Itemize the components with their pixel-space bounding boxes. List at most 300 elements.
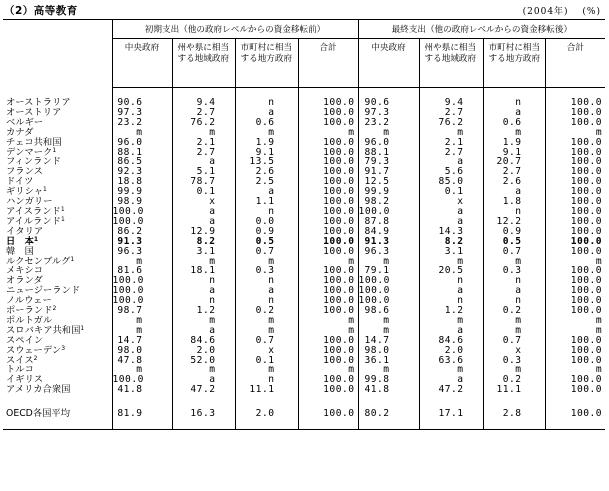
footnote-marker: 1: [80, 324, 85, 332]
country-name: ハンガリー: [6, 196, 53, 208]
value-cell: 0.0: [235, 217, 298, 227]
country-name: ノルウェー: [6, 295, 52, 307]
country-name: ニュージーランド: [6, 285, 81, 297]
value-cell: 84.6: [419, 336, 483, 346]
value-cell: 2.7: [172, 108, 235, 118]
value-cell: 2.8: [483, 405, 545, 430]
value-cell: m: [483, 326, 545, 336]
value-cell: 100.0: [112, 286, 172, 296]
value-cell: 1.1: [235, 197, 298, 207]
country-name: メキシコ: [6, 265, 44, 277]
footnote-marker: 1: [33, 235, 39, 243]
value-cell: m: [419, 365, 483, 375]
value-cell: 100.0: [545, 296, 605, 306]
value-cell: 100.0: [298, 237, 358, 247]
value-cell: 100.0: [545, 276, 605, 286]
value-cell: 80.2: [358, 405, 419, 430]
value-cell: 0.6: [483, 118, 545, 128]
value-cell: 100.0: [545, 177, 605, 187]
country-name: 日 本$^1$: [6, 235, 39, 247]
country-header: [3, 20, 112, 88]
value-cell: m: [172, 128, 235, 138]
value-cell: 100.0: [298, 217, 358, 227]
value-cell: 76.2: [419, 118, 483, 128]
value-cell: 90.6: [358, 98, 419, 108]
value-cell: m: [419, 128, 483, 138]
value-cell: 100.0: [112, 217, 172, 227]
value-cell: 0.1: [172, 187, 235, 197]
value-cell: 0.6: [235, 118, 298, 128]
value-cell: a: [235, 108, 298, 118]
value-cell: 100.0: [298, 336, 358, 346]
value-cell: 0.1: [419, 187, 483, 197]
value-cell: n: [235, 207, 298, 217]
value-cell: 97.3: [358, 108, 419, 118]
value-cell: m: [235, 128, 298, 138]
value-cell: 100.0: [298, 266, 358, 276]
value-cell: 2.0: [419, 346, 483, 356]
value-cell: 91.3: [112, 237, 172, 247]
value-cell: n: [235, 296, 298, 306]
value-cell: 0.2: [483, 306, 545, 316]
value-cell: n: [172, 276, 235, 286]
value-cell: 41.8: [358, 385, 419, 395]
value-cell: m: [545, 316, 605, 326]
value-cell: 76.2: [172, 118, 235, 128]
value-cell: 0.3: [483, 356, 545, 366]
value-cell: 9.1: [483, 148, 545, 158]
value-cell: 20.5: [419, 266, 483, 276]
value-cell: 96.3: [112, 247, 172, 257]
table-row: [3, 247, 605, 257]
value-cell: 14.7: [112, 336, 172, 346]
footnote-marker: 3: [61, 344, 66, 352]
value-cell: 100.0: [545, 138, 605, 148]
value-cell: 100.0: [545, 98, 605, 108]
value-cell: 100.0: [112, 207, 172, 217]
value-cell: 100.0: [545, 286, 605, 296]
value-cell: 100.0: [545, 356, 605, 366]
value-cell: m: [172, 257, 235, 267]
value-cell: a: [172, 326, 235, 336]
value-cell: 100.0: [545, 187, 605, 197]
country-name: スロバキア共和国$^1$: [6, 324, 85, 336]
value-cell: a: [419, 375, 483, 385]
value-cell: a: [419, 286, 483, 296]
value-cell: 100.0: [358, 207, 419, 217]
value-cell: m: [235, 316, 298, 326]
value-cell: n: [235, 276, 298, 286]
country-name: チェコ共和国: [6, 136, 62, 148]
value-cell: 2.6: [483, 177, 545, 187]
value-cell: 85.0: [419, 177, 483, 187]
col-header-total: 合計: [298, 39, 358, 88]
country-name: アイスランド$^1$: [6, 205, 65, 217]
value-cell: 84.9: [358, 227, 419, 237]
value-cell: 18.1: [172, 266, 235, 276]
value-cell: 0.9: [483, 227, 545, 237]
table-row: [3, 385, 605, 395]
value-cell: m: [112, 326, 172, 336]
value-cell: 87.8: [358, 217, 419, 227]
value-cell: a: [483, 286, 545, 296]
col-header-regional: 州や県に相当する地域政府: [419, 39, 483, 88]
value-cell: m: [358, 128, 419, 138]
value-cell: m: [545, 128, 605, 138]
value-cell: 100.0: [298, 385, 358, 395]
value-cell: 12.2: [483, 217, 545, 227]
group-initial-header: 初期支出（他の政府レベルからの資金移転前）: [112, 20, 358, 39]
country-name: スペイン: [6, 334, 44, 346]
value-cell: 23.2: [112, 118, 172, 128]
country-name: スイス$^2$: [6, 354, 38, 366]
country-name: ポーランド$^2$: [6, 305, 57, 317]
value-cell: 47.8: [112, 356, 172, 366]
value-cell: 9.4: [172, 98, 235, 108]
value-cell: 5.1: [172, 167, 235, 177]
value-cell: a: [419, 326, 483, 336]
value-cell: 100.0: [545, 375, 605, 385]
value-cell: n: [235, 375, 298, 385]
country-name: ベルギー: [6, 116, 44, 128]
value-cell: 100.0: [298, 197, 358, 207]
value-cell: 86.2: [112, 227, 172, 237]
value-cell: n: [419, 296, 483, 306]
group-final-header: 最終支出（他の政府レベルからの資金移転後）: [358, 20, 605, 39]
value-cell: n: [172, 296, 235, 306]
value-cell: a: [419, 207, 483, 217]
value-cell: 0.3: [483, 266, 545, 276]
country-name: ギリシャ$^1$: [6, 186, 47, 198]
value-cell: 2.5: [235, 177, 298, 187]
value-cell: a: [419, 157, 483, 167]
value-cell: 100.0: [298, 148, 358, 158]
value-cell: 100.0: [545, 385, 605, 395]
col-header-local: 市町村に相当する地方政府: [235, 39, 298, 88]
value-cell: 97.3: [112, 108, 172, 118]
value-cell: 12.5: [358, 177, 419, 187]
value-cell: n: [483, 207, 545, 217]
value-cell: a: [172, 157, 235, 167]
value-cell: 100.0: [545, 266, 605, 276]
value-cell: 11.1: [483, 385, 545, 395]
value-cell: a: [172, 375, 235, 385]
value-cell: m: [358, 365, 419, 375]
value-cell: 100.0: [545, 336, 605, 346]
country-name: イタリア: [6, 225, 44, 237]
value-cell: 100.0: [545, 197, 605, 207]
value-cell: 100.0: [358, 276, 419, 286]
country-name: 韓 国: [6, 245, 34, 257]
footnote-marker: 1: [52, 146, 57, 154]
value-cell: 100.0: [298, 108, 358, 118]
country-name: アメリカ合衆国: [6, 384, 71, 396]
value-cell: 91.7: [358, 167, 419, 177]
value-cell: 100.0: [545, 118, 605, 128]
value-cell: 100.0: [298, 296, 358, 306]
value-cell: 14.3: [419, 227, 483, 237]
col-header-central: 中央政府: [358, 39, 419, 88]
value-cell: 100.0: [298, 157, 358, 167]
value-cell: 96.0: [112, 138, 172, 148]
value-cell: 12.9: [172, 227, 235, 237]
value-cell: x: [172, 197, 235, 207]
value-cell: 9.1: [235, 148, 298, 158]
value-cell: m: [358, 257, 419, 267]
value-cell: 2.7: [172, 148, 235, 158]
value-cell: m: [298, 257, 358, 267]
value-cell: 36.1: [358, 356, 419, 366]
country-name: スウェーデン$^3$: [6, 344, 66, 356]
value-cell: 63.6: [419, 356, 483, 366]
value-cell: m: [358, 326, 419, 336]
value-cell: x: [235, 346, 298, 356]
value-cell: 0.7: [235, 247, 298, 257]
value-cell: m: [483, 365, 545, 375]
value-cell: 47.2: [419, 385, 483, 395]
country-name: デンマーク$^1$: [6, 146, 57, 158]
footnote-marker: 2: [33, 354, 38, 362]
value-cell: m: [483, 257, 545, 267]
value-cell: 78.7: [172, 177, 235, 187]
value-cell: 100.0: [545, 346, 605, 356]
country-name: オーストリア: [6, 106, 62, 118]
value-cell: 0.5: [483, 237, 545, 247]
value-cell: 0.2: [235, 306, 298, 316]
value-cell: n: [419, 276, 483, 286]
value-cell: 88.1: [358, 148, 419, 158]
value-cell: 100.0: [112, 276, 172, 286]
country-name: OECD各国平均: [3, 405, 112, 430]
value-cell: 8.2: [419, 237, 483, 247]
value-cell: 100.0: [545, 247, 605, 257]
value-cell: 2.1: [419, 138, 483, 148]
value-cell: 98.7: [112, 306, 172, 316]
value-cell: a: [172, 286, 235, 296]
value-cell: 100.0: [545, 227, 605, 237]
value-cell: 100.0: [298, 286, 358, 296]
value-cell: a: [235, 286, 298, 296]
footnote-marker: 1: [43, 186, 47, 194]
value-cell: a: [172, 207, 235, 217]
value-cell: 86.5: [112, 157, 172, 167]
value-cell: 100.0: [298, 118, 358, 128]
value-cell: m: [545, 326, 605, 336]
value-cell: n: [483, 296, 545, 306]
value-cell: 2.7: [483, 167, 545, 177]
value-cell: x: [419, 197, 483, 207]
value-cell: 3.1: [419, 247, 483, 257]
value-cell: 100.0: [545, 207, 605, 217]
country-name: オランダ: [6, 275, 43, 287]
col-header-central: 中央政府: [112, 39, 172, 88]
value-cell: x: [483, 346, 545, 356]
col-header-regional: 州や県に相当する地域政府: [172, 39, 235, 88]
value-cell: m: [298, 316, 358, 326]
value-cell: m: [298, 365, 358, 375]
value-cell: 100.0: [298, 227, 358, 237]
country-name: トルコ: [6, 364, 34, 376]
value-cell: 0.7: [483, 336, 545, 346]
value-cell: 0.7: [235, 336, 298, 346]
value-cell: 99.8: [358, 375, 419, 385]
value-cell: 100.0: [298, 375, 358, 385]
value-cell: 99.9: [112, 187, 172, 197]
value-cell: 100.0: [298, 306, 358, 316]
value-cell: 100.0: [545, 157, 605, 167]
value-cell: m: [358, 316, 419, 326]
value-cell: 98.6: [358, 306, 419, 316]
value-cell: 0.3: [235, 266, 298, 276]
value-cell: 1.8: [483, 197, 545, 207]
value-cell: m: [298, 326, 358, 336]
value-cell: m: [235, 257, 298, 267]
country-name: フィンランド: [6, 156, 62, 168]
value-cell: 100.0: [298, 276, 358, 286]
footnote-marker: 2: [52, 305, 57, 313]
value-cell: 2.0: [235, 405, 298, 430]
country-name: ポルトガル: [6, 314, 53, 326]
value-cell: 92.3: [112, 167, 172, 177]
value-cell: a: [483, 108, 545, 118]
value-cell: 84.6: [172, 336, 235, 346]
value-cell: 0.5: [235, 237, 298, 247]
value-cell: 100.0: [358, 286, 419, 296]
value-cell: 2.1: [172, 138, 235, 148]
value-cell: m: [483, 316, 545, 326]
value-cell: 100.0: [298, 138, 358, 148]
value-cell: 98.0: [358, 346, 419, 356]
value-cell: 2.0: [172, 346, 235, 356]
value-cell: 100.0: [298, 187, 358, 197]
value-cell: m: [172, 316, 235, 326]
country-name: イギリス: [6, 374, 44, 386]
section-title: （2）高等教育: [4, 5, 78, 17]
country-name: アイルランド$^1$: [6, 215, 65, 227]
footnote-marker: 1: [70, 255, 75, 263]
value-cell: a: [235, 187, 298, 197]
average-row: [3, 405, 605, 430]
value-cell: 88.1: [112, 148, 172, 158]
value-cell: m: [112, 365, 172, 375]
value-cell: 13.5: [235, 157, 298, 167]
country-name: ドイツ: [6, 176, 34, 188]
value-cell: m: [483, 128, 545, 138]
value-cell: 23.2: [358, 118, 419, 128]
value-cell: 81.6: [112, 266, 172, 276]
country-name: フランス: [6, 166, 43, 178]
value-cell: m: [112, 316, 172, 326]
value-cell: 8.2: [172, 237, 235, 247]
value-cell: 1.2: [419, 306, 483, 316]
value-cell: 98.9: [112, 197, 172, 207]
value-cell: 81.9: [112, 405, 172, 430]
value-cell: 100.0: [298, 346, 358, 356]
value-cell: 100.0: [298, 207, 358, 217]
value-cell: 100.0: [358, 296, 419, 306]
value-cell: 5.6: [419, 167, 483, 177]
value-cell: 41.8: [112, 385, 172, 395]
value-cell: 100.0: [545, 405, 605, 430]
value-cell: 100.0: [545, 148, 605, 158]
value-cell: m: [298, 128, 358, 138]
value-cell: m: [545, 257, 605, 267]
value-cell: 100.0: [298, 247, 358, 257]
value-cell: 100.0: [112, 296, 172, 306]
country-name: ルクセンブルグ$^1$: [6, 255, 75, 267]
year-unit-note: (2004年) (%): [522, 7, 601, 17]
value-cell: 16.3: [172, 405, 235, 430]
table-body: [3, 88, 605, 430]
value-cell: 90.6: [112, 98, 172, 108]
value-cell: 100.0: [545, 108, 605, 118]
value-cell: m: [112, 257, 172, 267]
value-cell: 0.2: [483, 375, 545, 385]
country-name: カナダ: [6, 126, 34, 138]
value-cell: 0.7: [483, 247, 545, 257]
value-cell: 96.3: [358, 247, 419, 257]
value-cell: 100.0: [298, 356, 358, 366]
value-cell: 96.0: [358, 138, 419, 148]
country-name: オーストラリア: [6, 97, 71, 108]
value-cell: 91.3: [358, 237, 419, 247]
value-cell: 14.7: [358, 336, 419, 346]
value-cell: 100.0: [298, 405, 358, 430]
value-cell: 99.9: [358, 187, 419, 197]
value-cell: 1.2: [172, 306, 235, 316]
value-cell: m: [419, 257, 483, 267]
value-cell: 98.2: [358, 197, 419, 207]
value-cell: 0.9: [235, 227, 298, 237]
value-cell: 20.7: [483, 157, 545, 167]
value-cell: 100.0: [298, 167, 358, 177]
value-cell: 100.0: [545, 217, 605, 227]
value-cell: 47.2: [172, 385, 235, 395]
value-cell: 1.9: [235, 138, 298, 148]
value-cell: 79.1: [358, 266, 419, 276]
value-cell: 100.0: [545, 237, 605, 247]
value-cell: m: [419, 316, 483, 326]
value-cell: 100.0: [545, 306, 605, 316]
value-cell: n: [235, 98, 298, 108]
value-cell: 0.1: [235, 356, 298, 366]
value-cell: 100.0: [298, 98, 358, 108]
footnote-marker: 1: [60, 205, 65, 213]
value-cell: 2.7: [419, 108, 483, 118]
value-cell: 2.6: [235, 167, 298, 177]
col-header-local: 市町村に相当する地方政府: [483, 39, 545, 88]
higher-education-table: [3, 19, 605, 430]
value-cell: n: [483, 276, 545, 286]
value-cell: m: [235, 326, 298, 336]
footnote-marker: 1: [60, 215, 65, 223]
value-cell: m: [172, 365, 235, 375]
value-cell: m: [545, 365, 605, 375]
value-cell: 2.7: [419, 148, 483, 158]
value-cell: 100.0: [545, 167, 605, 177]
value-cell: a: [483, 187, 545, 197]
value-cell: 1.9: [483, 138, 545, 148]
value-cell: n: [483, 98, 545, 108]
value-cell: a: [419, 217, 483, 227]
value-cell: 18.8: [112, 177, 172, 187]
value-cell: 79.3: [358, 157, 419, 167]
value-cell: 11.1: [235, 385, 298, 395]
value-cell: 52.0: [172, 356, 235, 366]
value-cell: 98.0: [112, 346, 172, 356]
value-cell: 100.0: [298, 177, 358, 187]
value-cell: 100.0: [112, 375, 172, 385]
